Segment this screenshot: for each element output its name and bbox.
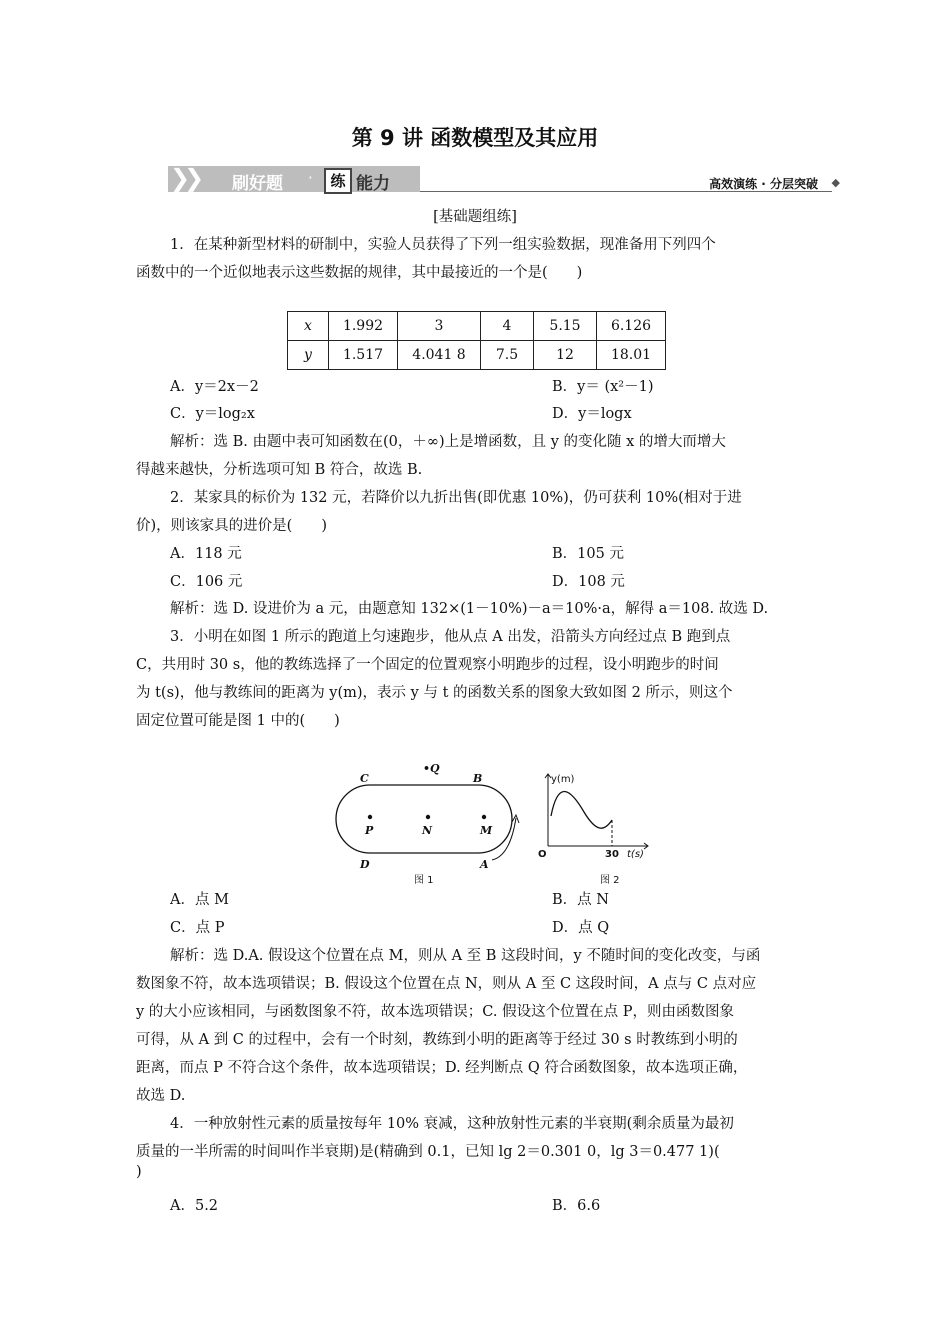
table-cell: 3: [398, 312, 481, 341]
point-d-label: D: [360, 858, 370, 871]
q3-solution-line4: 可得，从 A 到 C 的过程中，会有一个时刻，教练到小明的距离等于经过 30 s 时教练到小明的: [136, 1032, 738, 1048]
q3-option-a: A．点 M: [170, 892, 229, 908]
q1-option-a: A．y＝2x－2: [170, 379, 259, 395]
q2-line1: 2．某家具的标价为 132 元，若降价以九折出售(即优惠 10%)，仍可获利 10%(相对于进: [170, 490, 742, 506]
section-heading: [基础题组练]: [433, 209, 517, 225]
page-title: 第 9 讲 函数模型及其应用: [351, 126, 599, 150]
q1-option-c: C．y＝log₂x: [170, 406, 255, 422]
direction-arrow: [492, 818, 516, 860]
point-p-dot: [368, 815, 372, 819]
q2-option-d: D．108 元: [552, 574, 625, 590]
q3-line2: C，共用时 30 s，他的教练选择了一个固定的位置观察小明跑步的过程，设小明跑步的时间: [136, 657, 719, 673]
table-cell: 7.5: [481, 341, 534, 370]
q2-option-a: A．118 元: [170, 546, 242, 562]
q3-option-d: D．点 Q: [552, 920, 610, 936]
q1-line1: 1．在某种新型材料的研制中，实验人员获得了下列一组实验数据，现准备用下列四个: [170, 237, 716, 253]
point-b-label: B: [473, 772, 483, 785]
table-header-y: y: [288, 341, 329, 370]
q1-solution-line1: 解析：选 B. 由题中表可知函数在(0，＋∞)上是增函数，且 y 的变化随 x 的增大而增大: [170, 434, 726, 450]
table-row: [288, 341, 666, 370]
table-row: [288, 312, 666, 341]
q1-option-d: D．y＝logx: [552, 406, 632, 422]
q3-line1: 3．小明在如图 1 所示的跑道上匀速跑步，他从点 A 出发，沿箭头方向经过点 B 跑到点: [170, 629, 731, 645]
track-outline: [336, 785, 512, 853]
banner-main-text: 刷好题: [232, 174, 283, 194]
running-track-figure: [330, 760, 660, 885]
q3-solution-line3: y 的大小应该相同，与函数图象不符，故本选项错误；C. 假设这个位置在点 P，则由函数图象: [136, 1004, 734, 1020]
table-cell: 12: [534, 341, 597, 370]
q3-solution-line2: 数图象不符，故本选项错误；B. 假设这个位置在点 N，则从 A 至 C 这段时间，A 点与 C 点对应: [136, 976, 757, 992]
q4-line2: 质量的一半所需的时间叫作半衰期)是(精确到 0.1，已知 lg 2＝0.301 0，lg 3＝0.477 1)(: [136, 1144, 720, 1160]
q2-line2: 价)，则该家具的进价是( ): [136, 518, 327, 534]
function-curve: [551, 791, 612, 828]
q2-option-c: C．106 元: [170, 574, 243, 590]
table-cell: 4.041 8: [398, 341, 481, 370]
q2-solution: 解析：选 D. 设进价为 a 元，由题意知 132×(1－10%)－a＝10%·a，解得 a＝108. 故选 D.: [170, 601, 769, 617]
y-axis-label: y(m): [551, 774, 575, 785]
q1-line2: 函数中的一个近似地表示这些数据的规律，其中最接近的一个是( ): [136, 265, 583, 281]
q3-line4: 固定位置可能是图 1 中的( ): [136, 713, 340, 729]
point-n-label: N: [422, 824, 433, 837]
banner-rest-text: 能力: [356, 174, 390, 194]
diamond-icon: ◆: [831, 176, 840, 189]
banner-dot: ·: [308, 169, 313, 187]
q3-solution-line1: 解析：选 D.A. 假设这个位置在点 M，则从 A 至 B 这段时间，y 不随时间的变化改变，与函: [170, 948, 761, 964]
point-a-label: A: [480, 858, 489, 871]
fig1-caption: 图 1: [414, 875, 434, 885]
point-m-dot: [482, 815, 486, 819]
table-header-x: x: [288, 312, 329, 341]
point-n-dot: [426, 815, 430, 819]
table-cell: 1.992: [329, 312, 398, 341]
q2-option-b: B．105 元: [552, 546, 624, 562]
q1-option-b: B．y＝ (x²－1): [552, 379, 654, 395]
q3-solution-line5: 距离，而点 P 不符合这个条件，故本选项错误；D. 经判断点 Q 符合函数图象，故本选项正确，: [136, 1060, 748, 1076]
q4-option-a: A．5.2: [170, 1198, 219, 1214]
t-tick-label: 30: [605, 849, 619, 860]
q3-line3: 为 t(s)，他与教练间的距离为 y(m)，表示 y 与 t 的函数关系的图象大致如图 2 所示，则这个: [136, 685, 733, 701]
section-banner: [168, 160, 840, 196]
table-cell: 18.01: [597, 341, 666, 370]
point-c-label: C: [360, 772, 369, 785]
banner-right-text: 高效演练 · 分层突破: [709, 177, 818, 191]
q1-solution-line2: 得越来越快，分析选项可知 B 符合，故选 B.: [136, 462, 423, 478]
origin-label: O: [538, 849, 547, 860]
fig2-caption: 图 2: [600, 875, 620, 885]
q3-solution-line6: 故选 D.: [136, 1088, 186, 1104]
point-q-label: •Q: [423, 762, 440, 775]
q4-option-b: B．6.6: [552, 1198, 601, 1214]
banner-box-char: 练: [324, 168, 352, 194]
q3-option-b: B．点 N: [552, 892, 609, 908]
table-cell: 6.126: [597, 312, 666, 341]
point-p-label: P: [365, 824, 374, 837]
q4-line1: 4．一种放射性元素的质量按每年 10% 衰减，这种放射性元素的半衰期(剩余质量为最初: [170, 1116, 734, 1132]
t-axis-label: t(s): [627, 849, 644, 860]
q4-line3: ): [136, 1164, 142, 1180]
table-cell: 1.517: [329, 341, 398, 370]
table-cell: 5.15: [534, 312, 597, 341]
table-cell: 4: [481, 312, 534, 341]
q3-option-c: C．点 P: [170, 920, 225, 936]
chevron-right-icon: ❯❯: [170, 164, 199, 192]
data-table: [287, 311, 666, 370]
point-m-label: M: [480, 824, 493, 837]
